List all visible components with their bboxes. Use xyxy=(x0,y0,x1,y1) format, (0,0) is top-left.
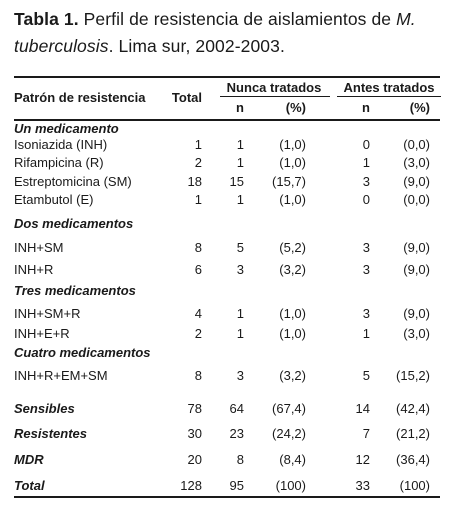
table-row-1-nt-p: (1,0) xyxy=(279,137,306,152)
summary-row-4-nt-p: (100) xyxy=(275,478,306,493)
summary-row-3-at-p: (36,4) xyxy=(396,452,430,467)
table-row-6-total: 6 xyxy=(194,262,202,277)
header-pattern: Patrón de resistencia xyxy=(14,90,146,105)
header-group-rule-left xyxy=(220,96,330,97)
summary-row-4-nt-n: 95 xyxy=(229,478,244,493)
summary-row-1-nt-p: (67,4) xyxy=(272,401,306,416)
table-row-2-label: Rifampicina (R) xyxy=(14,155,104,170)
table-row-2-at-p: (3,0) xyxy=(403,155,430,170)
table-row-9-nt-n: 3 xyxy=(236,368,244,383)
summary-row-1-nt-n: 64 xyxy=(229,401,244,416)
table-row-3-nt-p: (15,7) xyxy=(272,174,306,189)
table-row-8-total: 2 xyxy=(194,326,202,341)
summary-row-2-label: Resistentes xyxy=(14,426,87,441)
caption-place-years: . Lima sur, 2002-2003. xyxy=(108,36,285,56)
summary-row-1-at-n: 14 xyxy=(355,401,370,416)
bottom-rule xyxy=(14,496,440,498)
summary-row-2-at-p: (21,2) xyxy=(396,426,430,441)
section-three-drugs: Tres medicamentos xyxy=(14,283,136,298)
table-row-7-label: INH+SM+R xyxy=(14,306,81,321)
table-row-1-label: Isoniazida (INH) xyxy=(14,137,108,152)
caption-text: Perfil de resistencia de aislamientos de xyxy=(83,9,392,29)
table-row-6-nt-n: 3 xyxy=(236,262,244,277)
table-row-4-at-p: (0,0) xyxy=(403,192,430,207)
header-nt-pct: (%) xyxy=(285,100,306,115)
table-row-1-nt-n: 1 xyxy=(236,137,244,152)
header-nt-n: n xyxy=(236,100,244,115)
table-row-9-at-n: 5 xyxy=(362,368,370,383)
header-never-treated: Nunca tratados xyxy=(226,80,322,95)
table-row-5-at-n: 3 xyxy=(362,240,370,255)
summary-row-2-total: 30 xyxy=(187,426,202,441)
header-previously-treated: Antes tratados xyxy=(343,80,435,95)
table-row-3-at-n: 3 xyxy=(362,174,370,189)
table-row-5-at-p: (9,0) xyxy=(403,240,430,255)
table-row-9-nt-p: (3,2) xyxy=(279,368,306,383)
summary-row-3-at-n: 12 xyxy=(355,452,370,467)
table-row-9-total: 8 xyxy=(194,368,202,383)
table-row-3-label: Estreptomicina (SM) xyxy=(14,174,132,189)
summary-row-3-nt-n: 8 xyxy=(236,452,244,467)
summary-row-2-nt-n: 23 xyxy=(229,426,244,441)
table-row-1-at-n: 0 xyxy=(362,137,370,152)
section-two-drugs: Dos medicamentos xyxy=(14,216,134,231)
table-row-2-nt-n: 1 xyxy=(236,155,244,170)
table-row-5-total: 8 xyxy=(194,240,202,255)
table-row-8-nt-n: 1 xyxy=(236,326,244,341)
table-row-5-nt-n: 5 xyxy=(236,240,244,255)
summary-row-2-nt-p: (24,2) xyxy=(272,426,306,441)
summary-row-3-total: 20 xyxy=(187,452,202,467)
table-row-7-total: 4 xyxy=(194,306,202,321)
top-rule xyxy=(14,76,440,78)
table-row-8-nt-p: (1,0) xyxy=(279,326,306,341)
table-caption xyxy=(14,6,442,60)
table-row-6-label: INH+R xyxy=(14,262,54,277)
header-total: Total xyxy=(171,90,202,105)
table-row-3-nt-n: 15 xyxy=(229,174,244,189)
table-row-4-total: 1 xyxy=(194,192,202,207)
table-row-1-total: 1 xyxy=(194,137,202,152)
header-at-pct: (%) xyxy=(409,100,430,115)
table-row-8-at-p: (3,0) xyxy=(403,326,430,341)
table-row-1-at-p: (0,0) xyxy=(403,137,430,152)
table-row-4-at-n: 0 xyxy=(362,192,370,207)
table-row-7-at-n: 3 xyxy=(362,306,370,321)
caption-organism-species: tuberculosis xyxy=(14,36,109,56)
summary-row-1-label: Sensibles xyxy=(14,401,75,416)
caption-organism-genus: M. xyxy=(396,9,416,29)
table-row-6-at-p: (9,0) xyxy=(403,262,430,277)
table-row-3-total: 18 xyxy=(187,174,202,189)
summary-row-3-nt-p: (8,4) xyxy=(279,452,306,467)
caption-label: Tabla 1. xyxy=(14,9,79,29)
summary-row-4-at-p: (100) xyxy=(399,478,430,493)
table-row-7-nt-n: 1 xyxy=(236,306,244,321)
table-row-4-nt-n: 1 xyxy=(236,192,244,207)
table-row-8-label: INH+E+R xyxy=(14,326,70,341)
summary-row-2-at-n: 7 xyxy=(362,426,370,441)
summary-row-4-at-n: 33 xyxy=(355,478,370,493)
table-row-2-nt-p: (1,0) xyxy=(279,155,306,170)
section-four-drugs: Cuatro medicamentos xyxy=(14,345,151,360)
table-row-6-nt-p: (3,2) xyxy=(279,262,306,277)
table-row-2-at-n: 1 xyxy=(362,155,370,170)
table-row-3-at-p: (9,0) xyxy=(403,174,430,189)
table-row-7-at-p: (9,0) xyxy=(403,306,430,321)
table-row-4-nt-p: (1,0) xyxy=(279,192,306,207)
summary-row-3-label: MDR xyxy=(14,452,44,467)
header-group-rule-right xyxy=(337,96,441,97)
table-row-9-at-p: (15,2) xyxy=(396,368,430,383)
header-at-n: n xyxy=(362,100,370,115)
table-row-5-label: INH+SM xyxy=(14,240,64,255)
table-row-6-at-n: 3 xyxy=(362,262,370,277)
table-row-5-nt-p: (5,2) xyxy=(279,240,306,255)
summary-row-4-total: 128 xyxy=(180,478,202,493)
table-row-8-at-n: 1 xyxy=(362,326,370,341)
section-one-drug: Un medicamento xyxy=(14,121,119,136)
table-row-9-label: INH+R+EM+SM xyxy=(14,368,108,383)
summary-row-1-total: 78 xyxy=(187,401,202,416)
table-row-2-total: 2 xyxy=(194,155,202,170)
summary-row-4-label: Total xyxy=(14,478,45,493)
table-row-7-nt-p: (1,0) xyxy=(279,306,306,321)
summary-row-1-at-p: (42,4) xyxy=(396,401,430,416)
table-row-4-label: Etambutol (E) xyxy=(14,192,94,207)
